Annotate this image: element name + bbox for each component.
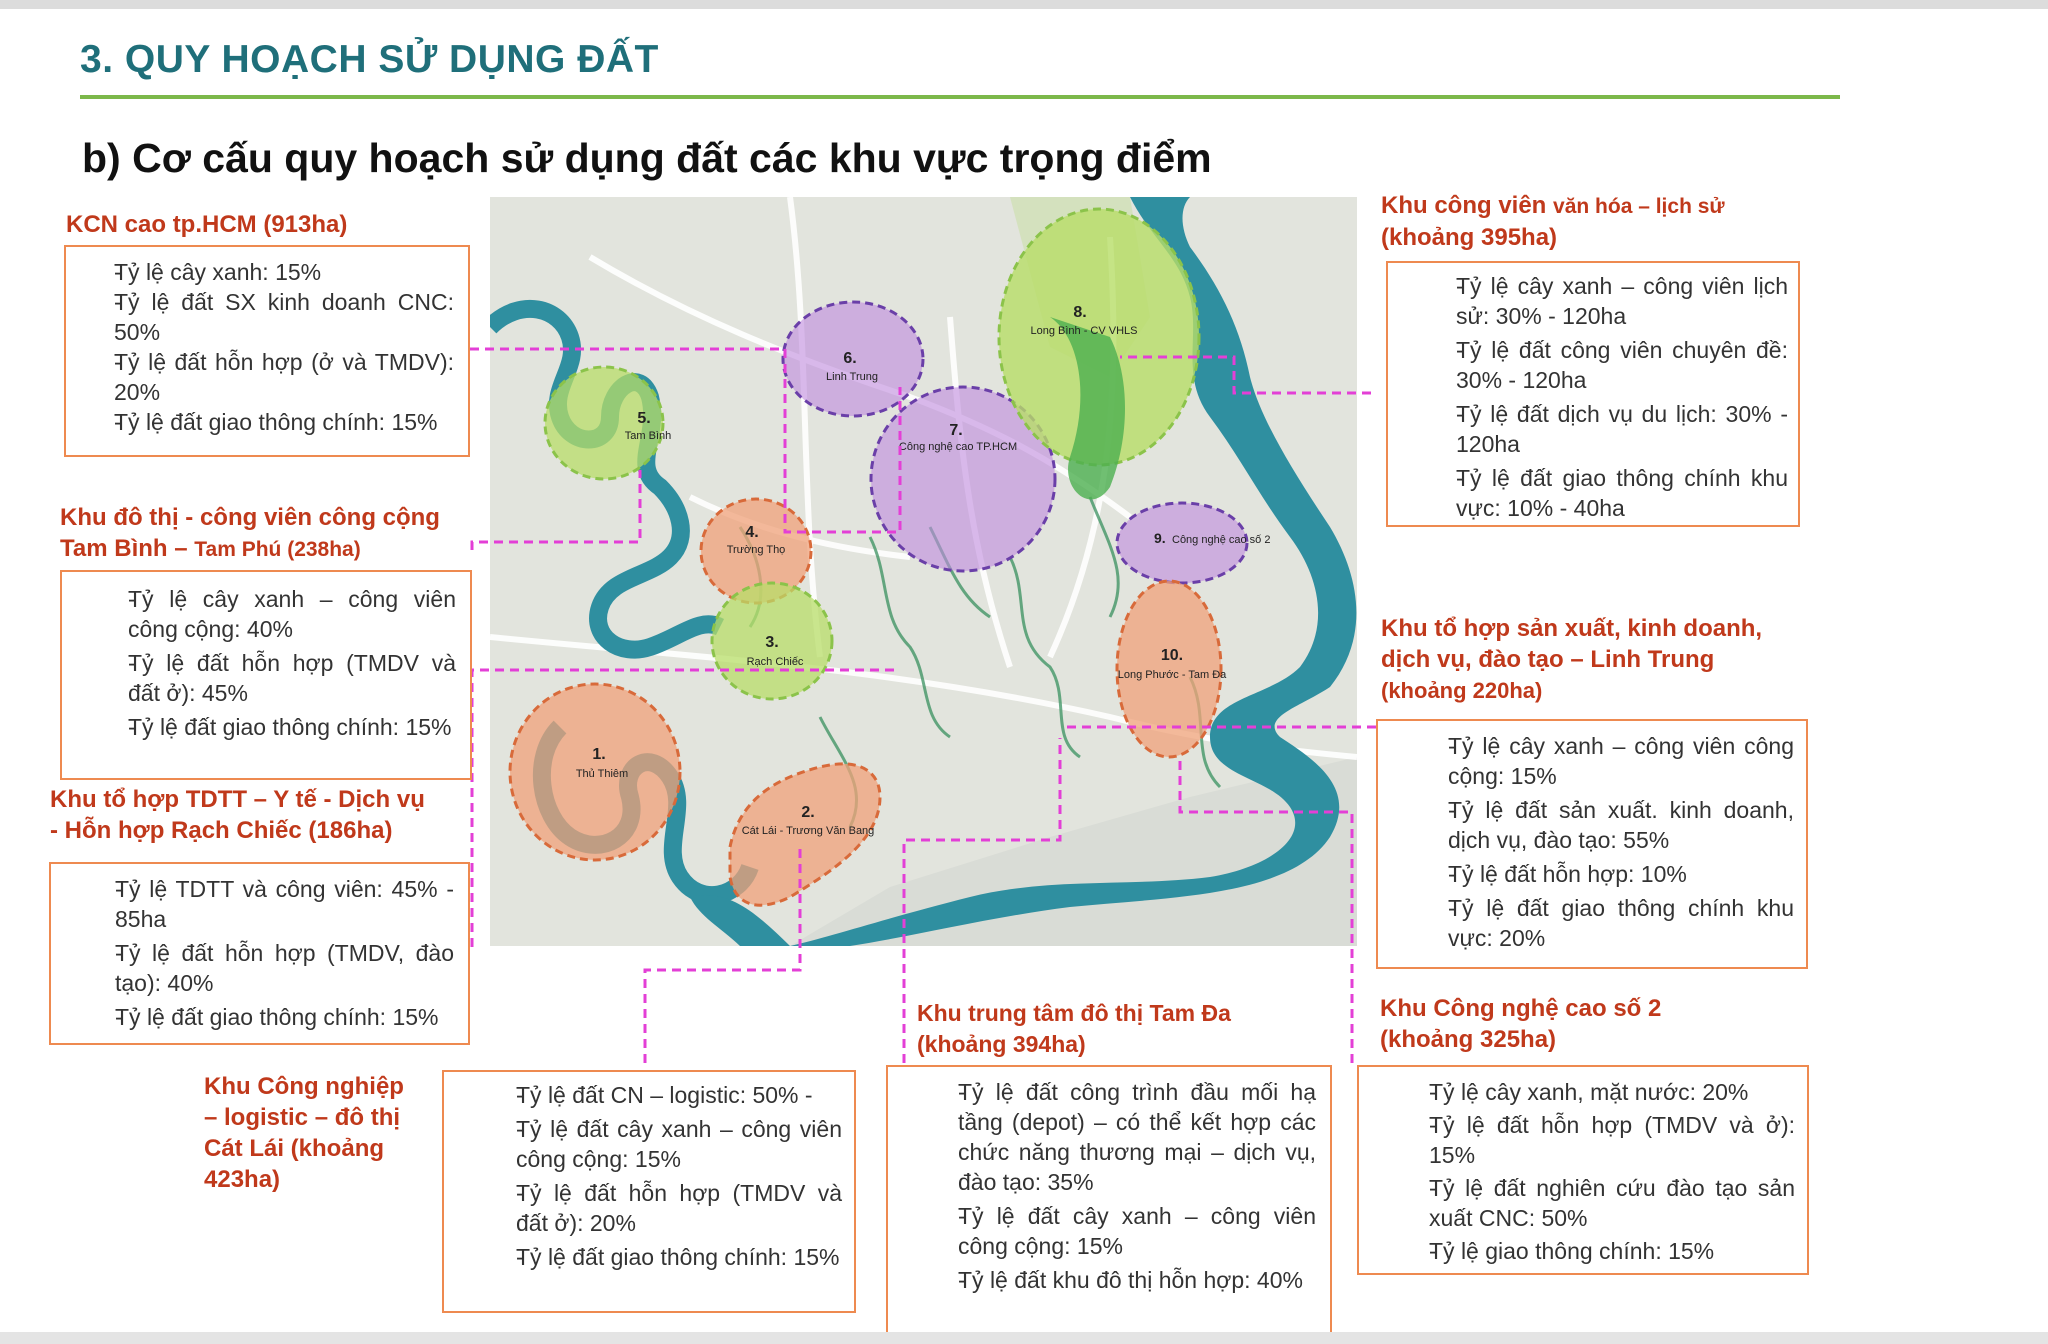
bottom-bar	[0, 1332, 2048, 1344]
area-catlai-item: - Tỷ lệ đất cây xanh – công viên công cộng: 15%	[452, 1114, 842, 1174]
area-tambinh-box	[60, 570, 472, 780]
area-congvien-item: - Tỷ lệ đất giao thông chính khu vực: 10% - 40ha	[1396, 463, 1788, 523]
area-tamda-item: - Tỷ lệ đất cây xanh – công viên công cộng: 15%	[896, 1201, 1316, 1261]
area-catlai-item: - Tỷ lệ đất hỗn hợp (TMDV và đất ở): 20%	[452, 1178, 842, 1238]
area-tamda-box	[886, 1065, 1332, 1339]
area-rachchiec-item: - Tỷ lệ đất hỗn hợp (TMDV, đào tạo): 40%	[65, 938, 454, 998]
area-cnc2-item: - Tỷ lệ cây xanh, mặt nước: 20%	[1367, 1077, 1795, 1107]
area-kcn-title: KCN cao tp.HCM (913ha)	[66, 211, 348, 238]
zone-4-name: Trường Thọ	[726, 544, 786, 556]
area-kcn-item: - Tỷ lệ đất giao thông chính: 15%	[76, 407, 454, 437]
zone-5-name: Tam Bình	[624, 430, 672, 442]
area-kcn-item: - Tỷ lệ cây xanh: 15%	[76, 257, 454, 287]
area-tambinh-item: - Tỷ lệ cây xanh – công viên công cộng: 40%	[76, 584, 456, 644]
zone-7-num: 7.	[949, 422, 963, 439]
zone-4-num: 4.	[745, 524, 759, 541]
area-catlai-item: - Tỷ lệ đất CN – logistic: 50% -	[452, 1080, 842, 1110]
zone-10-num: 10.	[1160, 647, 1184, 664]
area-tamda-item: - Tỷ lệ đất khu đô thị hỗn hợp: 40%	[896, 1265, 1316, 1295]
area-tambinh-title: Khu đô thị - công viên công cộng Tam Bình – Tam Phú (238ha)	[60, 504, 440, 562]
area-linhtrung-title: Khu tổ hợp sản xuất, kinh doanh, dịch vụ, đào tạo – Linh Trung (khoảng 220ha)	[1381, 615, 1763, 703]
zone-5-num: 5.	[637, 410, 651, 427]
area-kcn-item: - Tỷ lệ đất hỗn hợp (ở và TMDV): 20%	[76, 347, 454, 407]
zone-3-name: Rạch Chiếc	[746, 656, 804, 668]
area-congvien-item: - Tỷ lệ cây xanh – công viên lịch sử: 30% - 120ha	[1396, 271, 1788, 331]
area-catlai-title: Khu Công nghiệp – logistic – đô thị Cát Lái (khoảng 423ha)	[204, 1073, 404, 1193]
zone-9-num: 9.	[1154, 530, 1166, 546]
area-linhtrung-item: - Tỷ lệ cây xanh – công viên công cộng: 15%	[1386, 731, 1794, 791]
area-rachchiec-item: - Tỷ lệ TDTT và công viên: 45% - 85ha	[65, 874, 454, 934]
top-bar	[0, 0, 2048, 9]
title-rule	[80, 95, 1840, 99]
area-linhtrung-item: - Tỷ lệ đất giao thông chính khu vực: 20%	[1386, 893, 1794, 953]
zone-8-num: 8.	[1073, 304, 1087, 321]
area-linhtrung-item: - Tỷ lệ đất hỗn hợp: 10%	[1386, 859, 1794, 889]
area-rachchiec-item: - Tỷ lệ đất giao thông chính: 15%	[65, 1002, 454, 1032]
area-tamda-item: - Tỷ lệ đất công trình đầu mối hạ tầng (depot) – có thể kết hợp các chức năng thương mại – dịch vụ, đào tạo: 35%	[896, 1077, 1316, 1197]
zone-2-num: 2.	[801, 804, 815, 821]
planning-map	[490, 197, 1357, 946]
zone-1-name: Thủ Thiêm	[575, 768, 629, 780]
page-title: 3. QUY HOẠCH SỬ DỤNG ĐẤT	[80, 38, 659, 81]
area-tambinh-item: - Tỷ lệ đất hỗn hợp (TMDV và đất ở): 45%	[76, 648, 456, 708]
area-cnc2-item: - Tỷ lệ đất hỗn hợp (TMDV và ở): 15%	[1367, 1110, 1795, 1170]
area-congvien-item: - Tỷ lệ đất công viên chuyên đề: 30% - 120ha	[1396, 335, 1788, 395]
area-catlai-box	[442, 1070, 856, 1313]
area-tamda-title: Khu trung tâm đô thị Tam Đa (khoảng 394ha)	[917, 1000, 1231, 1057]
area-cnc2-title: Khu Công nghệ cao số 2 (khoảng 325ha)	[1380, 995, 1662, 1053]
zone-7-name: Công nghệ cao TP.HCM	[898, 441, 1018, 453]
area-cnc2-item: - Tỷ lệ đất nghiên cứu đào tạo sản xuất CNC: 50%	[1367, 1173, 1795, 1233]
zone-6-num: 6.	[843, 350, 857, 367]
area-kcn-box	[64, 245, 470, 457]
zone-3-num: 3.	[765, 634, 779, 651]
zone-2-name: Cát Lái - Trương Văn Bang	[741, 825, 875, 837]
area-tambinh-item: - Tỷ lệ đất giao thông chính: 15%	[76, 712, 456, 742]
area-congvien-title: Khu công viên văn hóa – lịch sử (khoảng 395ha)	[1381, 192, 1725, 251]
area-linhtrung-box	[1376, 719, 1808, 969]
area-catlai-item: - Tỷ lệ đất giao thông chính: 15%	[452, 1242, 842, 1272]
area-congvien-box	[1386, 261, 1800, 527]
area-rachchiec-title: Khu tổ hợp TDTT – Y tế - Dịch vụ - Hỗn hợp Rạch Chiếc (186ha)	[50, 786, 425, 844]
zone-8-name: Long Bình - CV VHLS	[1030, 325, 1138, 337]
area-cnc2-item: - Tỷ lệ giao thông chính: 15%	[1367, 1236, 1795, 1266]
zone-9-name: Công nghệ cao số 2	[1172, 534, 1271, 546]
zone-1-num: 1.	[592, 746, 606, 763]
area-rachchiec-box	[49, 862, 470, 1045]
page-subtitle: b) Cơ cấu quy hoạch sử dụng đất các khu vực trọng điểm	[82, 135, 1212, 181]
zone-10-name: Long Phước - Tam Đa	[1117, 669, 1227, 681]
area-cnc2-box	[1357, 1065, 1809, 1275]
area-linhtrung-item: - Tỷ lệ đất sản xuất. kinh doanh, dịch vụ, đào tạo: 55%	[1386, 795, 1794, 855]
zone-6-name: Linh Trung	[826, 371, 878, 383]
area-kcn-item: - Tỷ lệ đất SX kinh doanh CNC: 50%	[76, 287, 454, 347]
area-congvien-item: - Tỷ lệ đất dịch vụ du lịch: 30% - 120ha	[1396, 399, 1788, 459]
